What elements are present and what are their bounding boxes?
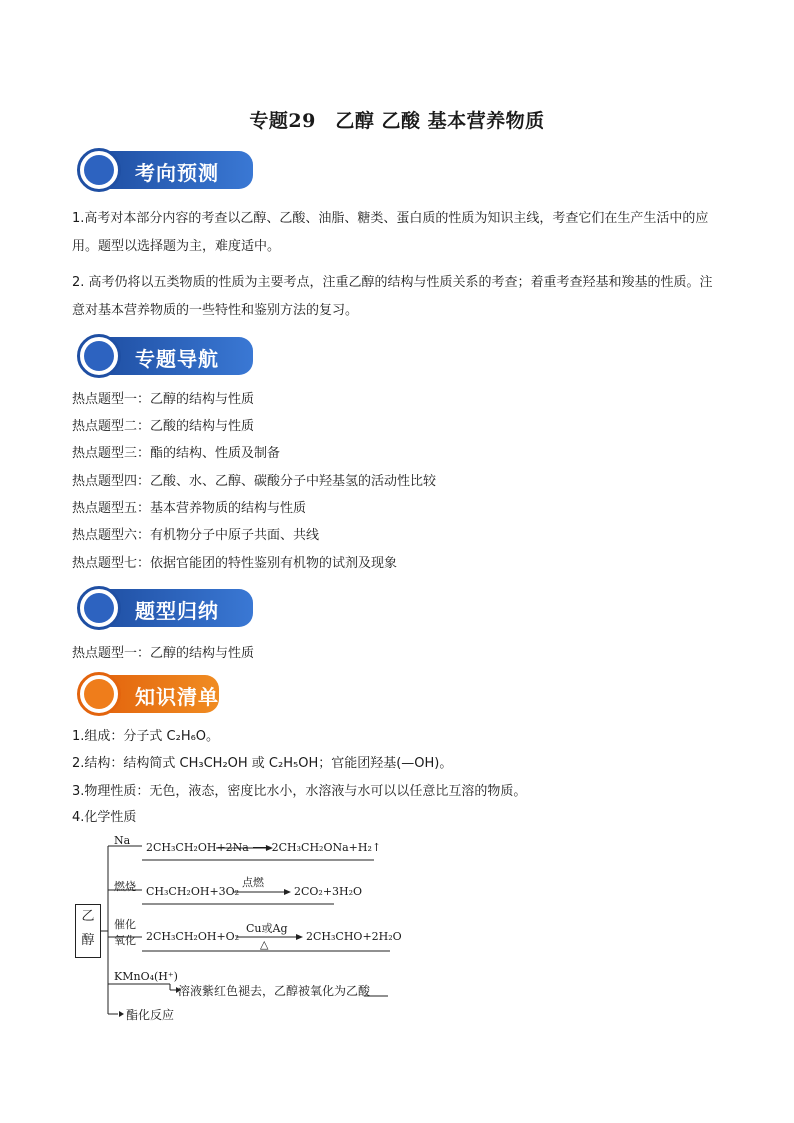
- banner-label: 考向预测: [135, 161, 219, 185]
- ethanol-box: 乙 醇: [75, 904, 101, 958]
- nav-item: 热点题型四：乙酸、水、乙醇、碳酸分子中羟基氢的活动性比较: [72, 474, 437, 489]
- banner-forecast: [77, 148, 253, 192]
- reaction-result: 溶液紫红色褪去，乙醇被氧化为乙酸: [178, 984, 371, 998]
- reaction-condition: 燃烧: [114, 880, 136, 893]
- reaction-condition: 催化: [114, 918, 136, 931]
- reaction-arrow-condition: Cu或Ag: [246, 922, 288, 935]
- knowledge-structure: 2.结构：结构简式 CH₃CH₂OH 或 C₂H₅OH；官能团羟基(—OH)。: [72, 756, 453, 771]
- banner-knowledge: [77, 672, 219, 716]
- reaction-condition: KMnO₄(H⁺): [114, 970, 178, 983]
- reaction-equation-left: 2CH₃CH₂OH+O₂: [146, 930, 240, 943]
- page-title: 专题29 乙醇 乙酸 基本营养物质: [249, 110, 545, 132]
- knowledge-composition: 1.组成：分子式 C₂H₆O。: [72, 729, 220, 744]
- nav-item: 热点题型七：依据官能团的特性鉴别有机物的试剂及现象: [72, 556, 398, 571]
- reaction-type: 酯化反应: [126, 1008, 175, 1022]
- banner-label: 知识清单: [135, 685, 219, 709]
- reaction-arrow-condition: △: [260, 938, 269, 951]
- knowledge-chemical: 4.化学性质: [72, 810, 137, 825]
- reaction-equation-right: 2CH₃CHO+2H₂O: [306, 930, 402, 943]
- forecast-paragraph-1: 1.高考对本部分内容的考查以乙醇、乙酸、油脂、糖类、蛋白质的性质为知识主线，考查它们在生产生活中的应用。题型以选择题为主，难度适中。: [72, 211, 709, 254]
- reaction-arrow-condition: 点燃: [242, 876, 264, 889]
- forecast-paragraph-2: 2. 高考仍将以五类物质的性质为主要考点，注重乙醇的结构与性质关系的考查；着重考查羟基和羧基的性质。注意对基本营养物质的一些特性和鉴别方法的复习。: [72, 275, 713, 318]
- reaction-equation-right: 2CO₂+3H₂O: [294, 885, 363, 898]
- reaction-equation: 2CH₃CH₂OH+2Na ⟶ 2CH₃CH₂ONa+H₂↑: [146, 841, 382, 854]
- reaction-equation-left: CH₃CH₂OH+3O₂: [146, 885, 240, 898]
- nav-item: 热点题型六：有机物分子中原子共面、共线: [72, 528, 320, 543]
- nav-item: 热点题型五：基本营养物质的结构与性质: [72, 501, 307, 516]
- target-icon: [77, 586, 121, 630]
- reaction-condition: 氧化: [114, 934, 136, 947]
- people-icon: [77, 148, 121, 192]
- document-icon: [77, 672, 121, 716]
- banner-label: 题型归纳: [135, 599, 219, 623]
- nav-item: 热点题型一：乙醇的结构与性质: [72, 392, 255, 407]
- award-icon: [77, 334, 121, 378]
- knowledge-physical: 3.物理性质：无色，液态，密度比水小，水溶液与水可以以任意比互溶的物质。: [72, 784, 527, 799]
- reaction-condition: Na: [114, 834, 131, 847]
- ethanol-reaction-diagram: [70, 834, 410, 1026]
- banner-categorize: [77, 586, 253, 630]
- banner-navigation: [77, 334, 253, 378]
- section-heading: 热点题型一：乙醇的结构与性质: [72, 646, 255, 661]
- nav-item: 热点题型三：酯的结构、性质及制备: [72, 446, 281, 461]
- banner-label: 专题导航: [135, 347, 219, 371]
- nav-item: 热点题型二：乙酸的结构与性质: [72, 419, 255, 434]
